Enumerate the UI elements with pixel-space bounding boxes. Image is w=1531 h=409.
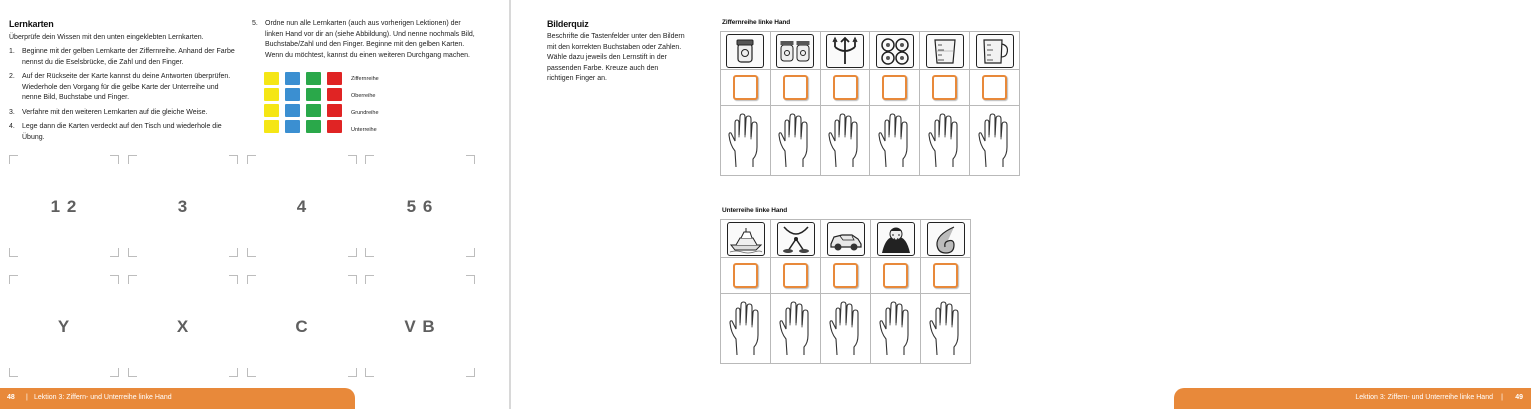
- scissor-legs-icon: [777, 222, 815, 256]
- picture-cell: [721, 32, 771, 70]
- lernkarte[interactable]: [128, 275, 238, 377]
- lernkarte[interactable]: [128, 155, 238, 257]
- hand-cell: [721, 106, 771, 176]
- footer-separator: |: [26, 394, 28, 401]
- lernkarte[interactable]: [365, 155, 475, 257]
- hand-cell: [970, 106, 1020, 176]
- block-title-unterreihe: Unterreihe linke Hand: [722, 207, 788, 214]
- key-cell: [721, 258, 771, 294]
- hand-icon[interactable]: [921, 299, 970, 359]
- card-label: C: [295, 317, 309, 336]
- row-label-grundreihe: Grundreihe: [351, 110, 379, 116]
- color-card: [285, 104, 300, 117]
- hand-cell: [820, 106, 870, 176]
- footer-separator: |: [1501, 394, 1503, 401]
- card-label: V B: [404, 317, 436, 336]
- hand-cell: [921, 294, 971, 364]
- step-text: Ordne nun alle Lernkarten (auch aus vorherigen Lektionen) der linken Hand vor dir an (siehe Abbildung). Und nenne nochmals Bild, Buchstabe/Zahl und den Finger. Beginne mit den gelben Karten. Wenn du möchtest, kannst du einen weiteren Durchgang machen.: [265, 20, 475, 59]
- key-answer-box[interactable]: [982, 75, 1007, 100]
- bilderquiz-title: Bilderquiz: [547, 19, 589, 29]
- picture-cell: [920, 32, 970, 70]
- lernkarte[interactable]: [247, 155, 357, 257]
- hand-cell: [920, 106, 970, 176]
- lernkarten-title: Lernkarten: [9, 19, 54, 29]
- right-page: [511, 0, 1523, 409]
- hand-cell: [871, 294, 921, 364]
- cutout-cards: [9, 155, 475, 385]
- key-answer-box[interactable]: [883, 263, 908, 288]
- picture-row: [721, 220, 971, 258]
- step-item: [9, 108, 237, 119]
- color-card: [306, 120, 321, 133]
- picture-cell: [771, 220, 821, 258]
- block-title-ziffernreihe: Ziffernreihe linke Hand: [722, 19, 791, 26]
- step-text: Verfahre mit den weiteren Lernkarten auf die gleiche Weise.: [22, 108, 208, 116]
- key-cell: [920, 70, 970, 106]
- lernkarte[interactable]: [9, 275, 119, 377]
- car-icon: [827, 222, 865, 256]
- lernkarte[interactable]: [9, 155, 119, 257]
- color-card: [285, 120, 300, 133]
- steps-list: [9, 47, 237, 147]
- picture-cell: [821, 220, 871, 258]
- hand-icon[interactable]: [821, 299, 870, 359]
- lernkarte[interactable]: [247, 275, 357, 377]
- color-card: [285, 72, 300, 85]
- hand-cell: [821, 294, 871, 364]
- key-answer-box[interactable]: [932, 75, 957, 100]
- step-text: Lege dann die Karten verdeckt auf den Tisch und wiederhole die Übung.: [22, 123, 222, 141]
- hand-row: [721, 294, 971, 364]
- key-cell: [771, 258, 821, 294]
- page-number: 48: [7, 394, 15, 401]
- jar-icon: [726, 34, 764, 68]
- measuring-jug-icon: [976, 34, 1014, 68]
- color-card-grid: [264, 72, 342, 133]
- color-card: [306, 72, 321, 85]
- key-answer-box[interactable]: [933, 263, 958, 288]
- key-answer-box[interactable]: [783, 263, 808, 288]
- hand-cell: [771, 294, 821, 364]
- step-number: 2.: [9, 73, 15, 80]
- key-answer-box[interactable]: [733, 263, 758, 288]
- left-page: [0, 0, 509, 409]
- measuring-cup-icon: [926, 34, 964, 68]
- key-cell: [970, 70, 1020, 106]
- key-cell: [770, 70, 820, 106]
- color-card: [264, 88, 279, 101]
- color-card: [264, 72, 279, 85]
- hand-cell: [721, 294, 771, 364]
- color-card: [285, 88, 300, 101]
- key-cell: [921, 258, 971, 294]
- hand-cell: [870, 106, 920, 176]
- hand-icon[interactable]: [721, 299, 770, 359]
- step-number: 4.: [9, 123, 15, 130]
- hand-icon[interactable]: [771, 111, 820, 171]
- step-number: 1.: [9, 48, 15, 55]
- card-label: X: [176, 317, 190, 336]
- drop-icon: [927, 222, 965, 256]
- footer-title: Lektion 3: Ziffern- und Unterreihe linke Hand: [1355, 394, 1493, 401]
- row-label-ziffernreihe: Ziffernreihe: [351, 76, 379, 82]
- card-label: Y: [57, 317, 71, 336]
- picture-cell: [870, 32, 920, 70]
- hand-row: [721, 106, 1020, 176]
- key-answer-box[interactable]: [833, 75, 858, 100]
- card-label: 5 6: [406, 197, 434, 216]
- footer-right: [1174, 388, 1531, 409]
- page-number: 49: [1515, 394, 1523, 401]
- step-item: [9, 47, 237, 68]
- bilderquiz-instructions: Beschrifte die Tastenfelder unter den Bildern mit den korrekten Buchstaben oder Zahlen. Wähle dazu jeweils den Lernstift in der passenden Farbe. Kreuze auch den richtigen Finger an.: [547, 33, 685, 82]
- key-cell: [820, 70, 870, 106]
- hand-icon[interactable]: [970, 111, 1019, 171]
- picture-row: [721, 32, 1020, 70]
- footer-title: Lektion 3: Ziffern- und Unterreihe linke Hand: [34, 394, 172, 401]
- row-label-oberreihe: Oberreihe: [351, 93, 376, 99]
- key-row: [721, 258, 971, 294]
- hand-icon[interactable]: [870, 111, 919, 171]
- lernkarte[interactable]: [365, 275, 475, 377]
- picture-cell: [721, 220, 771, 258]
- picture-cell: [970, 32, 1020, 70]
- hand-icon[interactable]: [821, 111, 870, 171]
- key-row: [721, 70, 1020, 106]
- quiz-grid-unterreihe: [720, 219, 971, 364]
- color-card: [327, 72, 342, 85]
- color-card: [327, 88, 342, 101]
- vampire-icon: [877, 222, 915, 256]
- card-label: 4: [296, 197, 308, 216]
- color-card: [264, 104, 279, 117]
- step-number: 5.: [252, 20, 258, 27]
- hand-icon[interactable]: [920, 111, 969, 171]
- trident-icon: [826, 34, 864, 68]
- color-card: [264, 120, 279, 133]
- step-text: Auf der Rückseite der Karte kannst du deine Antworten überprüfen. Wiederhole den Vorgang für die gelbe Karte der Unterreihe und nenne Bild, Buchstabe und Finger.: [22, 73, 231, 101]
- picture-cell: [820, 32, 870, 70]
- key-cell: [870, 70, 920, 106]
- color-card: [306, 104, 321, 117]
- hand-icon[interactable]: [771, 299, 820, 359]
- hand-cell: [770, 106, 820, 176]
- hand-icon[interactable]: [721, 111, 770, 171]
- two-jars-icon: [776, 34, 814, 68]
- lernkarten-intro: Überprüfe dein Wissen mit den unten eingeklebten Lernkarten.: [9, 34, 204, 41]
- key-answer-box[interactable]: [783, 75, 808, 100]
- step-item: [9, 72, 237, 104]
- step-number: 3.: [9, 108, 15, 116]
- key-answer-box[interactable]: [833, 263, 858, 288]
- color-card: [327, 120, 342, 133]
- card-label: 3: [177, 197, 189, 216]
- step-item: [9, 122, 237, 143]
- row-label-unterreihe: Unterreihe: [351, 127, 377, 133]
- key-cell: [871, 258, 921, 294]
- row-labels: [351, 75, 379, 143]
- key-answer-box[interactable]: [882, 75, 907, 100]
- picture-cell: [921, 220, 971, 258]
- picture-cell: [871, 220, 921, 258]
- step-five: [252, 19, 478, 61]
- quiz-grid-ziffernreihe: [720, 31, 1020, 176]
- key-cell: [721, 70, 771, 106]
- picture-cell: [770, 32, 820, 70]
- key-cell: [821, 258, 871, 294]
- key-answer-box[interactable]: [733, 75, 758, 100]
- color-card: [327, 104, 342, 117]
- footer-left: [0, 388, 355, 409]
- card-label: 1 2: [50, 197, 78, 216]
- yacht-icon: [727, 222, 765, 256]
- four-wheels-icon: [876, 34, 914, 68]
- color-card: [306, 88, 321, 101]
- step-text: Beginne mit der gelben Lernkarte der Ziffernreihe. Anhand der Farbe nennst du die Eselsbrücke, die Zahl und den Finger.: [22, 48, 235, 66]
- hand-icon[interactable]: [871, 299, 920, 359]
